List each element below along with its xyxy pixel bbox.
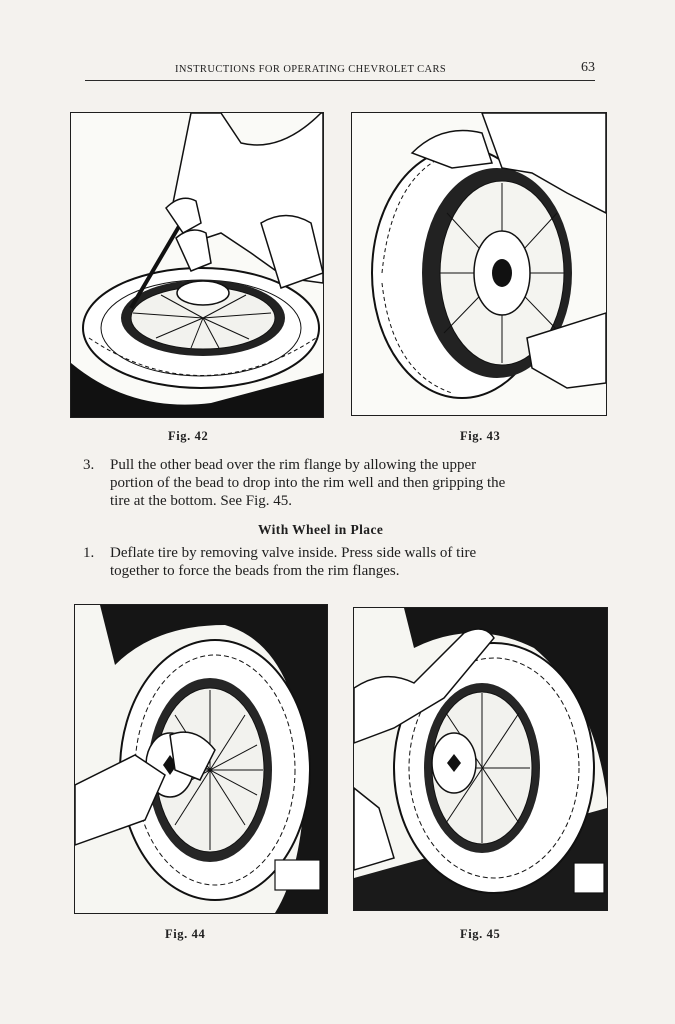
tire-press-illustration: [354, 608, 607, 910]
step-1-line: together to force the beads from the rim flanges.: [110, 563, 400, 579]
step-3-number: 3.: [83, 457, 95, 473]
figure-43-illustration: [351, 112, 607, 416]
tire-upright-illustration: [352, 113, 606, 415]
page-number: 63: [581, 60, 595, 75]
figure-45-caption: Fig. 45: [460, 927, 501, 941]
figure-44-caption: Fig. 44: [165, 927, 206, 941]
step-3-line: tire at the bottom. See Fig. 45.: [110, 493, 293, 509]
wheel-on-car-illustration: [75, 605, 327, 913]
tire-flat-illustration: [71, 113, 323, 417]
figure-42-caption: Fig. 42: [168, 429, 209, 443]
figure-43-caption: Fig. 43: [460, 429, 501, 443]
step-1-line: Deflate tire by removing valve inside. Press side walls of tire: [110, 545, 477, 561]
step-1-number: 1.: [83, 545, 95, 561]
running-header: [85, 62, 595, 81]
step-3-line: portion of the bead to drop into the rim well and then gripping the: [110, 475, 506, 491]
figure-45-illustration: [353, 607, 608, 911]
section-heading: With Wheel in Place: [258, 522, 384, 537]
step-3-line: Pull the other bead over the rim flange by allowing the upper: [110, 457, 477, 473]
figure-44-illustration: [74, 604, 328, 914]
running-title: INSTRUCTIONS FOR OPERATING CHEVROLET CARS: [175, 64, 447, 75]
figure-42-illustration: [70, 112, 324, 418]
